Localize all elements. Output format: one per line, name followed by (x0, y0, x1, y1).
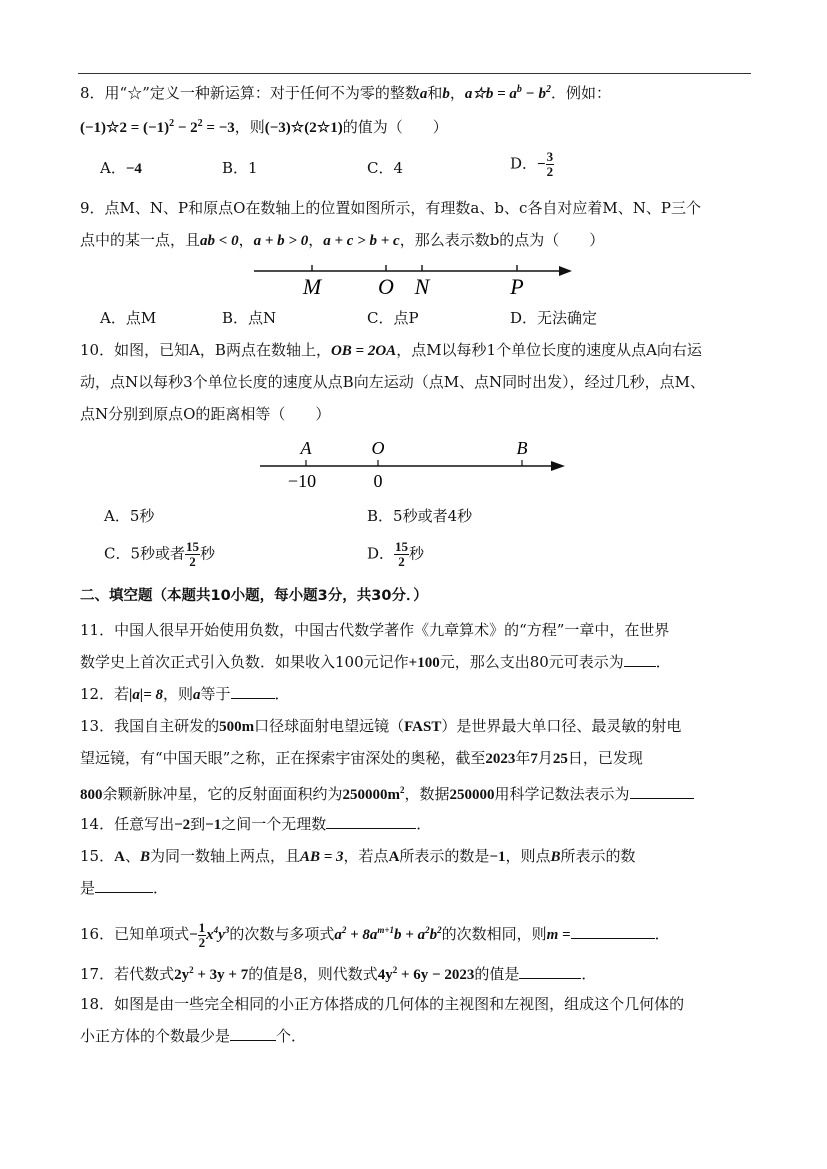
q12-line (80, 684, 290, 705)
q15-text-e: 所表示的数是 (399, 847, 490, 865)
q10-tick-label-neg10: −10 (287, 471, 317, 491)
q8-def-sup1: b (516, 84, 522, 95)
q10-number-line (255, 432, 575, 494)
q15-condition: AB = 3 (299, 849, 344, 865)
q8-text: 8．用“☆”定义一种新运算：对于任何不为零的整数 (80, 84, 420, 102)
q8-option-d[interactable] (510, 150, 554, 179)
q16-num: 1 (198, 919, 206, 935)
q10-text-b: ，点M以每秒1个单位长度的速度从点A向右运 (396, 341, 702, 359)
q13-fast: FAST (404, 719, 442, 735)
q13-area: 250000m (342, 787, 401, 803)
q15-text: 15． (80, 847, 115, 865)
q10-option-c[interactable] (104, 540, 215, 569)
q10-option-d[interactable] (367, 540, 424, 569)
q8-option-a-label: A． (100, 159, 126, 177)
q8-option-b[interactable]: B．1 (222, 159, 258, 177)
q13-month-unit: 月 (537, 749, 553, 767)
q8-text-then: ，则 (234, 118, 265, 136)
q15-sep: 、 (124, 847, 140, 865)
q14-value2: −1 (205, 817, 222, 833)
q8-text-and: 和 (427, 84, 443, 102)
q16-den: 2 (198, 934, 206, 950)
q9-sep2: ， (308, 231, 324, 249)
q16-line (80, 920, 670, 950)
q8-example-expr: (−1)☆2 = (−1) (80, 120, 170, 136)
q13-text: 13．我国自主研发的 (80, 717, 220, 735)
q8-frac-num: 3 (546, 149, 554, 164)
q8-example-result: = −3 (202, 120, 235, 136)
q17-end: ． (581, 965, 597, 983)
q10-option-d-text: D． (367, 544, 395, 563)
q18-end: 个． (276, 1027, 307, 1045)
q8-option-d-fraction (546, 150, 555, 179)
q18-answer-blank[interactable] (230, 1026, 276, 1041)
q14-answer-blank[interactable] (326, 814, 416, 829)
q15-text-g: 所表示的数 (560, 847, 636, 865)
q10-option-c-text: C．5秒或者 (104, 544, 186, 563)
q13-line3 (80, 780, 694, 805)
q10-text: 10．如图，已知A，B两点在数轴上， (80, 341, 331, 359)
q16-poly-term3: b + a (394, 927, 426, 943)
q8-var-a: a (419, 86, 428, 102)
q17-expr1-exp: 2 (189, 965, 194, 975)
q11-line1: 11．中国人很早开始使用负数，中国古代数学著作《九章算术》的“方程”一章中，在世界 (80, 621, 670, 639)
q10-d-num: 15 (395, 539, 409, 554)
q14-text: 14．任意写出 (80, 815, 175, 833)
q16-text-c: 的次数相同，则 (441, 925, 547, 943)
q8-line2 (80, 114, 448, 138)
q12-text: 12．若 (80, 685, 130, 703)
q17-text-b: 的值是8，则代数式 (248, 965, 378, 983)
q16-fraction (198, 921, 207, 950)
q10-option-b[interactable]: B．5秒或者4秒 (367, 507, 473, 525)
q14-line (80, 814, 431, 835)
q15-point-b: B (139, 849, 150, 865)
q14-end: ． (416, 815, 432, 833)
q9-cond1: ab < 0 (200, 233, 239, 249)
q10-option-d-fraction (394, 540, 409, 569)
q16-poly-term1-exp: 2 (341, 925, 347, 935)
q8-option-d-neg: − (537, 156, 546, 173)
q15-text-d: ，若点 (343, 847, 389, 865)
q8-frac-den: 2 (546, 164, 554, 179)
q13-line2 (80, 748, 643, 769)
q9-option-a[interactable]: A．点M (100, 309, 157, 327)
q11-answer-blank[interactable] (624, 652, 656, 667)
q9-option-b[interactable]: B．点N (222, 309, 277, 327)
q8-example-expr2: − 2 (174, 120, 198, 136)
q10-tick-label-0: 0 (373, 471, 383, 491)
q8-question-expr: (−3)☆(2☆1) (264, 120, 343, 136)
q15-point-a2: A (388, 849, 400, 865)
q13-answer-blank[interactable] (630, 784, 694, 799)
q12-end: ． (274, 685, 290, 703)
q10-option-c-unit: 秒 (200, 544, 216, 563)
q16-mono-x-exp: 4 (213, 925, 219, 935)
q15-text-f: ，则点 (505, 847, 551, 865)
q13-day: 25 (552, 751, 568, 767)
q16-poly-term4-exp: 2 (437, 925, 442, 935)
q8-option-a-value: −4 (125, 161, 142, 177)
q9-cond3: a + c > b + c (323, 233, 400, 249)
q9-line2 (80, 230, 604, 251)
q17-line (80, 960, 596, 985)
q13-number: 250000 (449, 787, 495, 803)
q16-m: m = (546, 927, 571, 943)
q18-line1: 18．如图是由一些完全相同的小正方体搭成的几何体的主视图和左视图，组成这个几何体的 (80, 995, 685, 1013)
q16-poly-term2: + 8a (346, 927, 378, 943)
q15-text-c: 为同一数轴上两点，且 (149, 847, 300, 865)
q15-text-l2: 是 (80, 879, 96, 897)
q16-poly-term1: a (334, 927, 342, 943)
q8-option-a[interactable] (100, 158, 142, 179)
q8-example-label: ．例如： (551, 84, 612, 102)
q16-poly-term2-exp: m+1 (377, 925, 395, 935)
q12-text-b: ，则 (163, 685, 194, 703)
q18-text: 小正方体的个数最少是 (80, 1027, 231, 1045)
q8-line1 (80, 80, 611, 104)
q13-area-sup: 2 (400, 785, 405, 795)
q17-expr1: 2y (174, 967, 190, 983)
q10-option-c-fraction (185, 540, 200, 569)
q9-sep1: ， (238, 231, 254, 249)
q10-label-a: A (300, 438, 312, 458)
q9-label-n: N (414, 274, 430, 299)
q16-poly-term4: b (429, 927, 438, 943)
q11-value: +100 (408, 655, 440, 671)
q8-question-end: 的值为（ ） (342, 118, 448, 136)
q16-answer-blank[interactable] (571, 924, 655, 939)
q9-axis-arrow (559, 266, 572, 276)
q15-line2 (80, 878, 168, 898)
q8-var-b: b (442, 86, 450, 102)
q8-comma: ， (449, 84, 465, 102)
q12-var: a (193, 687, 201, 703)
q16-neg: − (189, 927, 198, 943)
q16-mono-y: y (218, 927, 225, 943)
q9-number-line (250, 258, 580, 300)
q8-option-d-label: D． (510, 154, 538, 173)
q10-d-den: 2 (398, 554, 405, 569)
q15-value: −1 (489, 849, 506, 865)
q13-text-d: 望远镜，有“中国天眼”之称，正在探索宇宙深处的奥秘，截至 (80, 749, 486, 767)
q9-option-d[interactable]: D．无法确定 (510, 309, 598, 327)
q10-option-a[interactable]: A．5秒 (104, 507, 155, 525)
q11-line2 (80, 652, 671, 673)
q8-def-sup2: 2 (546, 84, 552, 95)
q8-example-sup: 2 (169, 118, 175, 129)
q13-count: 800 (80, 787, 103, 803)
q10-axis-arrow (551, 461, 565, 471)
q10-c-den: 2 (189, 554, 196, 569)
q13-text-b: 口径球面射电望远镜（ (254, 717, 405, 735)
q16-end: ． (654, 925, 670, 943)
q16-text: 16．已知单项式 (80, 925, 190, 943)
q9-question-end: ，那么表示数b的点为（ ） (399, 231, 605, 249)
q17-expr2: 4y (377, 967, 393, 983)
q17-expr2-rest: + 6y − 2023 (397, 967, 475, 983)
q10-line2: 动，点N以每秒3个单位长度的速度从点B向左运动（点M、点N同时出发），经过几秒，点M、 (80, 373, 706, 391)
q14-value1: −2 (174, 817, 191, 833)
q17-text: 17．若代数式 (80, 965, 175, 983)
q10-line1 (80, 340, 702, 361)
q9-label-p: P (510, 274, 524, 299)
q10-line3: 点N分别到原点O的距离相等（ ） (80, 405, 331, 423)
q13-text-e: 日，已发现 (567, 749, 643, 767)
q16-mono-y-exp: 3 (224, 925, 230, 935)
q9-option-c[interactable]: C．点P (367, 309, 419, 327)
q9-cond2: a + b > 0 (253, 233, 309, 249)
section2-title: 二、填空题（本题共10小题，每小题3分，共30分．） (80, 588, 428, 604)
q11-text-b: 元，那么支出80元可表示为 (439, 653, 624, 671)
q9-line1: 9．点M、N、P和原点O在数轴上的位置如图所示，有理数a、b、c各自对应着M、N、P三个 (80, 199, 701, 217)
q16-mono-x: x (206, 927, 214, 943)
q11-text: 数学史上首次正式引入负数．如果收入100元记作 (80, 653, 409, 671)
q13-text-g: ，数据 (404, 785, 450, 803)
q17-expr2-exp: 2 (392, 965, 398, 975)
q10-condition: OB = 2OA (330, 343, 397, 359)
q13-month: 7 (530, 751, 538, 767)
q10-label-o: O (371, 438, 385, 458)
q15-end: ． (153, 879, 169, 897)
q9-text: 点中的某一点，且 (80, 231, 201, 249)
q8-def-minus: − b (521, 86, 547, 102)
q14-text-c: 之间一个无理数 (221, 815, 327, 833)
q9-label-m: M (302, 274, 322, 299)
q10-option-d-unit: 秒 (409, 544, 425, 563)
q13-text-h: 用科学记数法表示为 (494, 785, 630, 803)
q13-text-c: ）是世界最大单口径、最灵敏的射电 (441, 717, 682, 735)
q12-answer-blank[interactable] (231, 684, 275, 699)
q8-definition: a☆b = a (464, 86, 517, 102)
q12-text-c: 等于 (200, 685, 231, 703)
q17-answer-blank[interactable] (519, 964, 581, 979)
q13-year: 2023 (485, 751, 516, 767)
q15-line1 (80, 846, 636, 867)
q18-line2 (80, 1026, 306, 1046)
q14-text-b: 到 (190, 815, 206, 833)
top-rule (78, 73, 751, 74)
q8-option-c[interactable]: C．4 (367, 159, 404, 177)
q15-point-b2: B (550, 849, 561, 865)
q10-label-b: B (516, 438, 528, 458)
q15-answer-blank[interactable] (95, 878, 153, 893)
q15-point-a: A (114, 849, 125, 865)
q13-line1 (80, 716, 681, 737)
q11-end: ． (655, 653, 671, 671)
q9-label-o: O (378, 274, 394, 299)
q17-expr1-rest: + 3y + 7 (193, 967, 249, 983)
q13-year-unit: 年 (515, 749, 531, 767)
q16-poly-term3-exp: 2 (425, 925, 430, 935)
q8-example-sup2: 2 (197, 118, 203, 129)
q17-text-c: 的值是 (474, 965, 520, 983)
q13-diameter: 500m (219, 719, 255, 735)
q16-text-b: 的次数与多项式 (229, 925, 335, 943)
q13-text-f: 余颗新脉冲星，它的反射面面积约为 (102, 785, 343, 803)
q12-expr: |a|= 8 (129, 687, 163, 703)
q10-c-num: 15 (186, 539, 200, 554)
